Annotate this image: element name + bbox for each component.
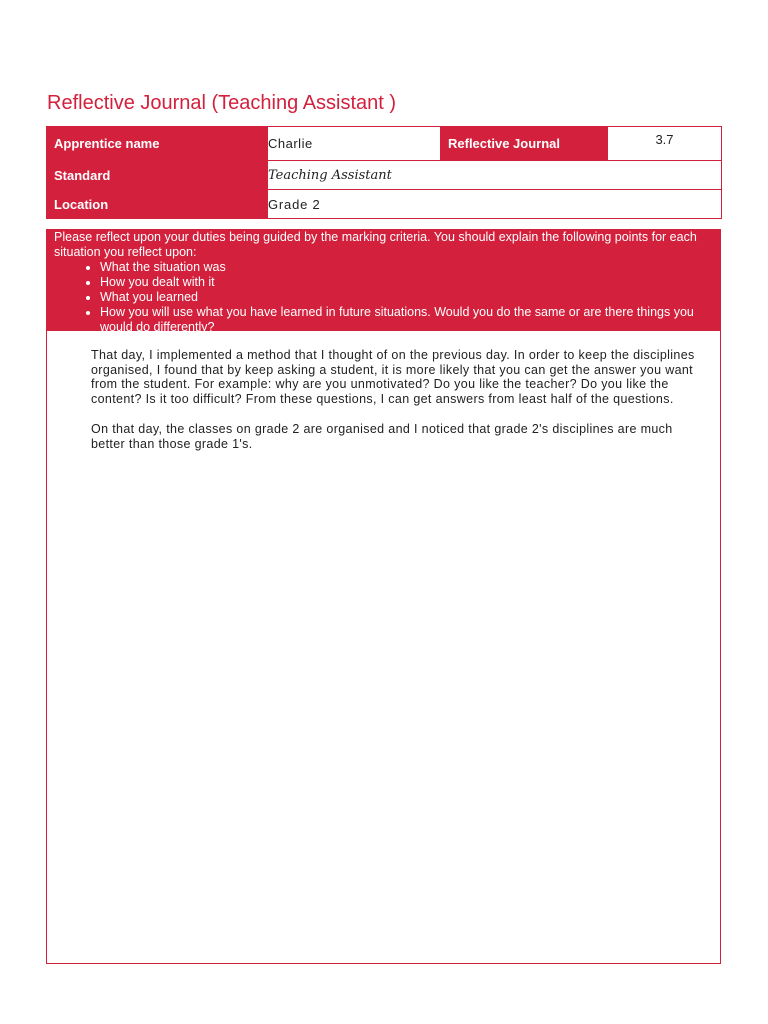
reflective-journal-value: 3.7	[608, 127, 722, 161]
info-row-location	[47, 190, 722, 219]
instructions-intro: Please reflect upon your duties being guided by the marking criteria. You should explain the following points for each situation you reflect upon:	[54, 230, 697, 259]
instructions-list	[54, 260, 714, 335]
info-row-apprentice	[47, 127, 722, 161]
page-title: Reflective Journal (Teaching Assistant )	[47, 92, 397, 114]
standard-value: Teaching Assistant	[268, 161, 722, 190]
instruction-point: • How you will use what you have learned in future situations. Would you do the same or are there things you would do differently?	[100, 305, 714, 335]
info-row-standard	[47, 161, 722, 190]
info-table	[46, 126, 722, 219]
location-value: Grade 2	[268, 190, 722, 219]
instructions-panel	[47, 230, 720, 334]
instruction-point: • How you dealt with it	[100, 275, 714, 290]
reflection-paragraph: That day, I implemented a method that I thought of on the previous day. In order to keep the disciplines organised, I found that by keep asking a student, it is more likely that you can get the answer you want from the student. For example: why are you unmotivated? Do you like the teacher? Do you like the content? Is it too difficult? From these questions, I can get answers from least half of the questions.	[91, 348, 695, 407]
standard-label: Standard	[47, 161, 268, 190]
instruction-point: • What the situation was	[100, 260, 714, 275]
reflection-box	[46, 229, 721, 964]
apprentice-name-label: Apprentice name	[47, 127, 268, 161]
reflective-journal-label: Reflective Journal	[441, 127, 608, 161]
instruction-point: • What you learned	[100, 290, 714, 305]
reflection-paragraph: On that day, the classes on grade 2 are organised and I noticed that grade 2's disciplines are much better than those grade 1's.	[91, 421, 673, 451]
location-label: Location	[47, 190, 268, 219]
reflection-text	[47, 331, 720, 451]
apprentice-name-value: Charlie	[268, 127, 441, 161]
